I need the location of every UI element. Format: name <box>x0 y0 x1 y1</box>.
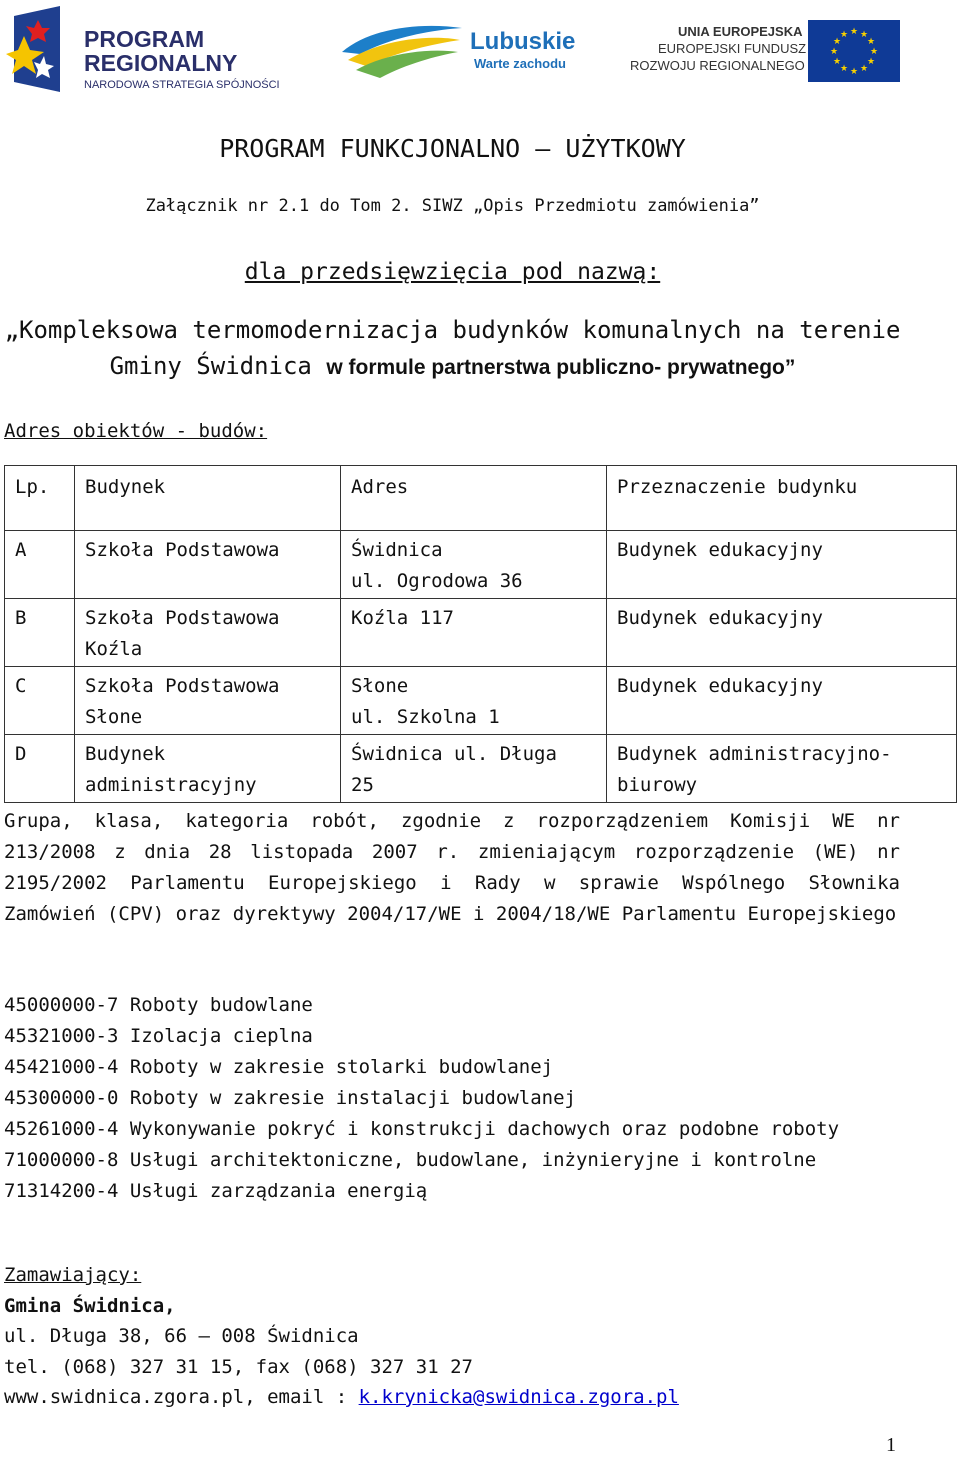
row-lp: A <box>5 531 75 599</box>
row-purpose <box>607 599 957 667</box>
document-title: PROGRAM FUNKCJONALNO – UŻYTKOWY <box>219 134 686 163</box>
project-name-formula: w formule partnerstwa publiczno- prywatnego” <box>326 356 796 379</box>
project-intro: dla przedsięwzięcia pod nazwą: <box>244 259 661 285</box>
row-building <box>75 531 341 599</box>
row-purpose-line: Budynek edukacyjny <box>617 675 823 697</box>
svg-text:★: ★ <box>849 67 859 77</box>
cpv-code-list <box>4 990 839 1207</box>
eu-logo <box>628 20 908 84</box>
row-address-line: 25 <box>351 774 374 796</box>
row-lp: B <box>5 599 75 667</box>
row-address-line: ul. Ogrodowa 36 <box>351 570 523 592</box>
row-building <box>75 735 341 803</box>
header-lp: Lp. <box>5 466 75 531</box>
row-purpose <box>607 735 957 803</box>
row-purpose <box>607 531 957 599</box>
header-address: Adres <box>341 466 607 531</box>
row-building-line: Koźla <box>85 638 143 660</box>
objects-table <box>4 465 957 803</box>
table-row <box>5 599 957 667</box>
list-item: 45261000-4 Wykonywanie pokryć i konstrukcji dachowych oraz podobne roboty <box>4 1118 840 1140</box>
buyer-phone: tel. (068) 327 31 15, fax (068) 327 31 27 <box>4 1355 473 1378</box>
buyer-contact <box>4 1382 679 1413</box>
buyer-label: Zamawiający: <box>4 1264 142 1286</box>
svg-text:★: ★ <box>859 30 869 40</box>
row-purpose-line: biurowy <box>617 774 698 796</box>
row-building-line: Budynek <box>85 743 166 765</box>
header-purpose: Przeznaczenie budynku <box>607 466 957 531</box>
row-purpose-line: Budynek administracyjno- <box>617 743 892 765</box>
row-building-line: Szkoła Podstawowa <box>85 539 280 561</box>
project-name-line1: „Kompleksowa termomodernizacja budynków komunalnych na terenie <box>4 316 901 344</box>
table-row <box>5 531 957 599</box>
row-address-line: Świdnica <box>351 539 443 561</box>
attachment-reference: Załącznik nr 2.1 do Tom 2. SIWZ „Opis Przedmiotu zamówienia” <box>145 196 760 216</box>
buyer-website: www.swidnica.zgora.pl, email : <box>4 1386 359 1408</box>
svg-text:★: ★ <box>869 47 879 57</box>
row-building-line: administracyjny <box>85 774 257 796</box>
list-item: 45000000-7 Roboty budowlane <box>4 994 313 1016</box>
buyer-email-link[interactable]: k.krynicka@swidnica.zgora.pl <box>358 1386 679 1408</box>
program-regionalny-logo <box>4 6 294 96</box>
table-row <box>5 735 957 803</box>
svg-text:★: ★ <box>859 64 869 74</box>
eu-logo-line1: UNIA EUROPEJSKA <box>678 24 803 39</box>
row-purpose-line: Budynek edukacyjny <box>617 539 823 561</box>
svg-text:★: ★ <box>866 37 876 47</box>
svg-text:★: ★ <box>866 57 876 67</box>
svg-text:★: ★ <box>839 64 849 74</box>
row-address-line: ul. Szkolna 1 <box>351 706 500 728</box>
buyer-address: ul. Długa 38, 66 – 008 Świdnica <box>4 1325 359 1347</box>
row-building <box>75 667 341 735</box>
row-purpose-line: Budynek edukacyjny <box>617 607 823 629</box>
list-item: 71314200-4 Usługi zarządzania energią <box>4 1180 428 1202</box>
star-icon <box>4 6 68 96</box>
project-name-gmina: Gminy Świdnica <box>109 352 327 380</box>
row-address <box>341 667 607 735</box>
lubuskie-swoosh-icon <box>340 20 465 80</box>
program-logo-line3: NARODOWA STRATEGIA SPÓJNOŚCI <box>84 79 280 91</box>
table-row <box>5 667 957 735</box>
classification-paragraph: Grupa, klasa, kategoria robót, zgodnie z rozporządzeniem Komisji WE nr 213/2008 z dnia 28 listopada 2007 r. zmieniającym rozporządzenie (WE) nr 2195/2002 Parlamentu Europejskiego i Rady w sprawie Wspólnego Słownika Zamówień (CPV) oraz dyrektywy 2004/17/WE i 2004/18/WE Parlamentu Europejskiego <box>4 810 900 925</box>
row-purpose <box>607 667 957 735</box>
row-address <box>341 531 607 599</box>
eu-logo-line2: EUROPEJSKI FUNDUSZ <box>658 41 807 56</box>
header-building: Budynek <box>75 466 341 531</box>
buyer-block <box>4 1260 679 1413</box>
svg-text:★: ★ <box>832 37 842 47</box>
page-number: 1 <box>886 1434 896 1456</box>
lubuskie-tagline: Warte zachodu <box>474 56 566 71</box>
row-address <box>341 735 607 803</box>
row-address <box>341 599 607 667</box>
lubuskie-name: Lubuskie <box>470 28 576 55</box>
svg-text:★: ★ <box>829 47 839 57</box>
row-lp: C <box>5 667 75 735</box>
row-building <box>75 599 341 667</box>
row-address-line: Świdnica ul. Długa <box>351 743 557 765</box>
lubuskie-logo <box>340 18 580 88</box>
eu-flag-icon <box>808 20 900 82</box>
row-address-line: Koźla 117 <box>351 607 454 629</box>
svg-text:★: ★ <box>849 27 859 37</box>
address-heading: Adres obiektów - budów: <box>4 420 268 442</box>
row-building-line: Szkoła Podstawowa <box>85 607 280 629</box>
buyer-name: Gmina Świdnica, <box>4 1294 176 1317</box>
row-building-line: Szkoła Podstawowa <box>85 675 280 697</box>
logo-bar <box>0 0 960 100</box>
project-name-line2 <box>0 352 905 380</box>
row-lp: D <box>5 735 75 803</box>
list-item: 71000000-8 Usługi architektoniczne, budowlane, inżynieryjne i kontrolne <box>4 1149 817 1171</box>
svg-text:★: ★ <box>839 30 849 40</box>
list-item: 45321000-3 Izolacja cieplna <box>4 1025 313 1047</box>
list-item: 45421000-4 Roboty w zakresie stolarki budowlanej <box>4 1056 554 1078</box>
row-building-line: Słone <box>85 706 143 728</box>
program-logo-line2: REGIONALNY <box>84 50 238 76</box>
list-item: 45300000-0 Roboty w zakresie instalacji budowlanej <box>4 1087 576 1109</box>
row-address-line: Słone <box>351 675 409 697</box>
table-header-row <box>5 466 957 531</box>
svg-text:★: ★ <box>832 57 842 67</box>
eu-logo-line3: ROZWOJU REGIONALNEGO <box>630 58 805 73</box>
program-logo-line1: PROGRAM <box>84 26 205 52</box>
